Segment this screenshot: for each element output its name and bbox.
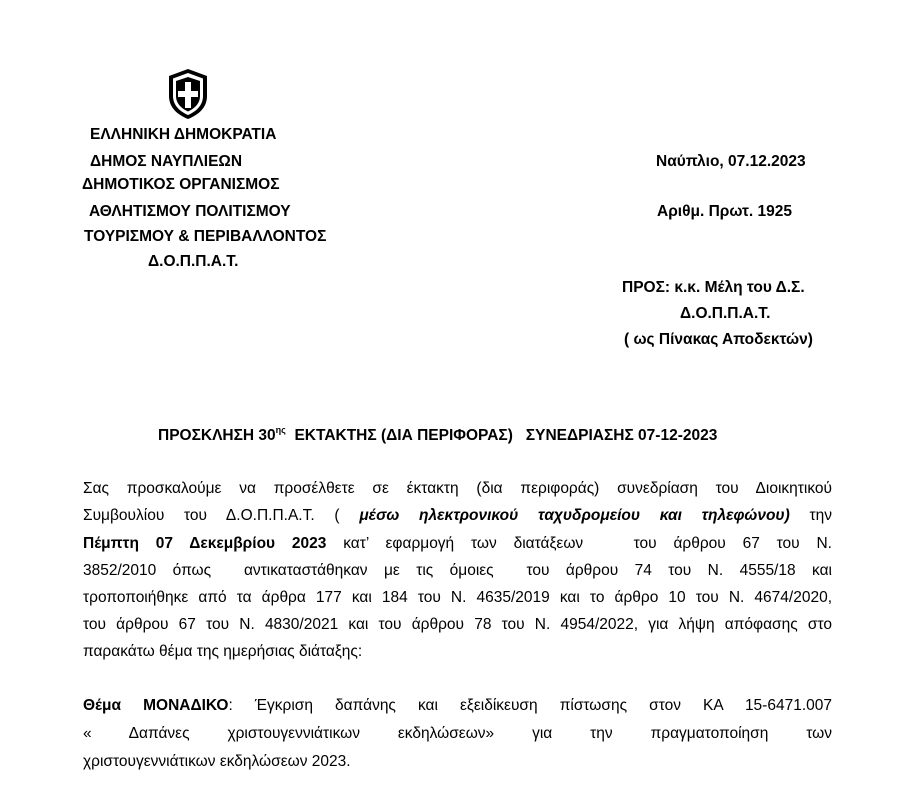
title-ordinal-suffix: ης <box>275 425 286 435</box>
body-line-1: Σας προσκαλούμε να προσέλθετε σε έκτακτη (δια περιφοράς) συνεδρίαση του Διοικητικού <box>83 480 832 497</box>
sender-line-5: ΤΟΥΡΙΣΜΟΥ & ΠΕΡΙΒΑΛΛΟΝΤΟΣ <box>84 228 327 245</box>
recipient-line-2: Δ.Ο.Π.Π.Α.Τ. <box>680 305 771 322</box>
body-line-5: τροποποιήθηκε από τα άρθρα 177 και 184 του Ν. 4635/2019 και το άρθρο 10 του Ν. 4674/2020, <box>83 589 832 606</box>
body-line-3 <box>83 531 832 556</box>
subject-line-1 <box>83 693 832 718</box>
recipient-line-1: ΠΡΟΣ: κ.κ. Μέλη του Δ.Σ. <box>622 279 805 296</box>
sender-line-1: ΕΛΛΗΝΙΚΗ ΔΗΜΟΚΡΑΤΙΑ <box>90 126 277 143</box>
title-text-rest: ΕΚΤΑΚΤΗΣ (ΔΙΑ ΠΕΡΙΦΟΡΑΣ) ΣΥΝΕΔΡΙΑΣΗΣ 07-12-2023 <box>285 427 718 444</box>
body-meeting-date: Πέμπτη 07 Δεκεμβρίου 2023 <box>83 535 327 552</box>
subject-line-1-text: : Έγκριση δαπάνης και εξειδίκευση πίστωσης στον ΚΑ 15-6471.007 <box>228 697 832 714</box>
body-line-2 <box>83 503 832 528</box>
body-line-4: 3852/2010 όπως αντικαταστάθηκαν με τις όμοιες του άρθρου 74 του Ν. 4555/18 και <box>83 562 832 579</box>
invitation-title <box>158 427 717 445</box>
body-line-6: του άρθρου 67 του Ν. 4830/2021 και του άρθρου 78 του Ν. 4954/2022, για λήψη απόφασης στο <box>83 616 832 633</box>
body-line-2-end: την <box>809 507 832 524</box>
body-line-2-text: Συμβουλίου του Δ.Ο.Π.Π.Α.Τ. ( <box>83 507 340 524</box>
sender-line-3: ΔΗΜΟΤΙΚΟΣ ΟΡΓΑΝΙΣΜΟΣ <box>82 176 280 193</box>
recipient-line-3: ( ως Πίνακας Αποδεκτών) <box>624 331 813 348</box>
sender-line-2: ΔΗΜΟΣ ΝΑΥΠΛΙΕΩΝ <box>90 153 243 170</box>
body-emphasis-email-phone: μέσω ηλεκτρονικού ταχυδρομείου και τηλεφώνου) <box>359 507 790 524</box>
subject-line-2: « Δαπάνες χριστουγεννιάτικων εκδηλώσεων» για την πραγματοποίηση των <box>83 725 832 742</box>
subject-line-3: χριστουγεννιάτικων εκδηλώσεων 2023. <box>83 753 351 770</box>
place-date: Ναύπλιο, 07.12.2023 <box>656 153 806 170</box>
title-text: ΠΡΟΣΚΛΗΣΗ 30 <box>158 427 276 444</box>
protocol-number: Αριθμ. Πρωτ. 1925 <box>657 203 793 220</box>
sender-line-6: Δ.Ο.Π.Π.Α.Τ. <box>148 253 239 270</box>
body-line-3-text: κατ’ εφαρμογή των διατάξεων του άρθρου 67 του Ν. <box>343 535 832 552</box>
subject-label: Θέμα ΜΟΝΑΔΙΚΟ <box>83 697 229 714</box>
body-line-7: παρακάτω θέμα της ημερήσιας διάταξης: <box>83 643 363 660</box>
sender-line-4: ΑΘΛΗΤΙΣΜΟΥ ΠΟΛΙΤΙΣΜΟΥ <box>89 203 291 220</box>
greek-coat-of-arms-icon <box>166 68 210 120</box>
